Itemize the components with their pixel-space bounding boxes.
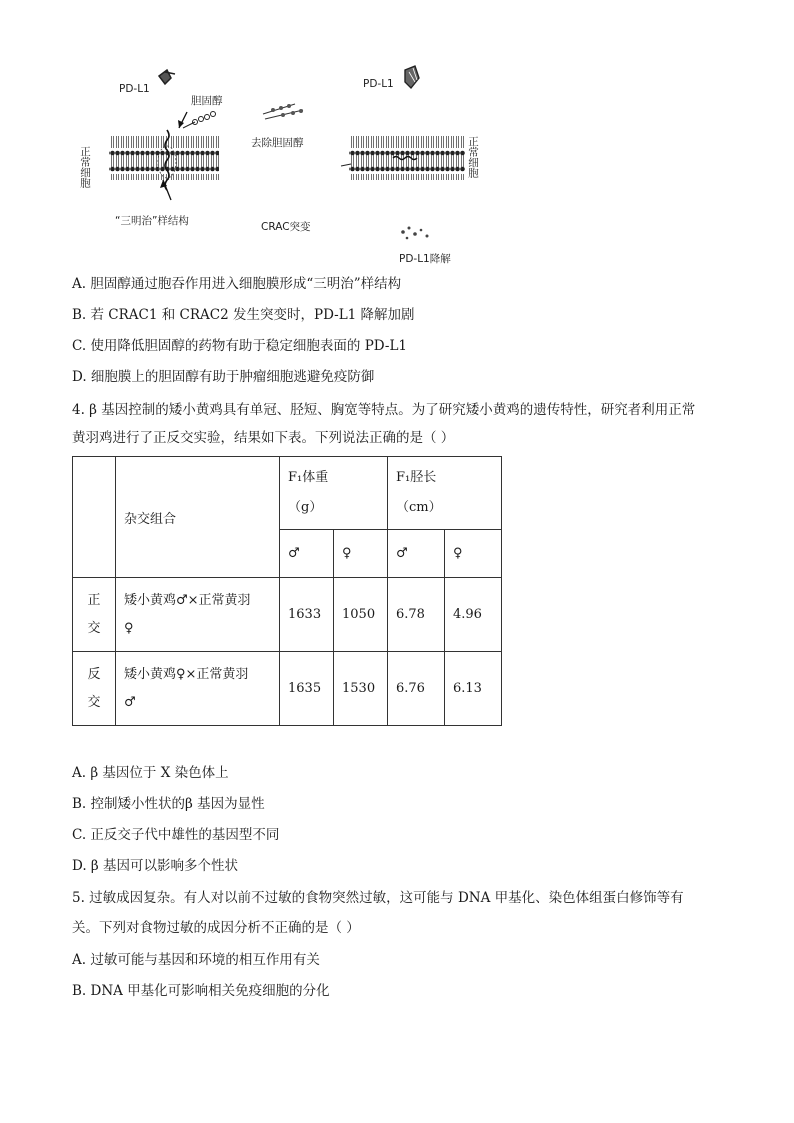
label-pdl1-left: PD-L1 [119,83,150,95]
length-male-header: ♂ [388,530,445,578]
cell-length-female: 6.13 [445,652,502,726]
q4-stem-line2: 黄羽鸡进行了正反交实验，结果如下表。下列说法正确的是（ ） [72,430,455,446]
membrane-figure [75,62,495,267]
label-cholesterol: 胆固醇 [191,95,223,107]
q3-option-d: D. 细胞膜上的胆固醇有助于肿瘤细胞逃避免疫防御 [72,369,375,385]
label-normal-cell-left: 正常细胞 [79,146,91,188]
row-combo: 矮小黄鸡♂×正常黄羽 ♀ [116,578,280,652]
length-header: F₁胫长 （cm） [388,457,502,530]
q4-option-d: D. β 基因可以影响多个性状 [72,858,239,874]
table-row [73,578,502,652]
q3-option-a: A. 胆固醇通过胞吞作用进入细胞膜形成“三明治”样结构 [72,276,402,292]
pdl1-protein-right [405,66,419,88]
q4-option-c: C. 正反交子代中雄性的基因型不同 [72,827,280,843]
membrane-diagram [75,62,495,267]
pdl1-protein-left [159,70,175,84]
weight-female-header: ♀ [334,530,388,578]
row-type: 正 交 [73,578,116,652]
q4-table [72,456,502,726]
cell-length-male: 6.78 [388,578,445,652]
length-female-header: ♀ [445,530,502,578]
weight-male-header: ♂ [280,530,334,578]
row-type: 反 交 [73,652,116,726]
degraded-pdl1-icon [401,227,428,240]
cell-weight-female: 1530 [334,652,388,726]
cell-weight-male: 1633 [280,578,334,652]
label-pdl1-right: PD-L1 [363,78,394,90]
left-membrane-bottom [109,158,219,180]
cell-length-male: 6.76 [388,652,445,726]
cell-weight-female: 1050 [334,578,388,652]
label-crac-mutation: CRAC突变 [261,221,311,233]
cholesterol-molecule [183,112,216,129]
cell-length-female: 4.96 [445,578,502,652]
label-normal-cell-right: 正常细胞 [467,136,479,178]
q5-option-a: A. 过敏可能与基因和环境的相互作用有关 [72,952,320,968]
removed-cholesterol-icon [263,104,303,119]
right-membrane-bottom [349,158,465,180]
table-corner [73,457,116,578]
label-pdl1-degrade: PD-L1降解 [399,253,451,265]
q3-option-c: C. 使用降低胆固醇的药物有助于稳定细胞表面的 PD-L1 [72,338,407,354]
label-remove-cholesterol: 去除胆固醇 [251,137,304,149]
cell-weight-male: 1635 [280,652,334,726]
q3-option-b: B. 若 CRAC1 和 CRAC2 发生突变时，PD-L1 降解加剧 [72,307,415,323]
q4-option-b: B. 控制矮小性状的β 基因为显性 [72,796,265,812]
q4-stem-line1: 4. β 基因控制的矮小黄鸡具有单冠、胫短、胸宽等特点。为了研究矮小黄鸡的遗传特性，研究者利用正常 [72,402,696,418]
right-membrane-top [349,136,465,158]
row-combo: 矮小黄鸡♀×正常黄羽 ♂ [116,652,280,726]
weight-header: F₁体重 （g） [280,457,388,530]
q5-stem-line1: 5. 过敏成因复杂。有人对以前不过敏的食物突然过敏，这可能与 DNA 甲基化、染色体组蛋白修饰等有 [72,890,684,906]
q5-option-b: B. DNA 甲基化可影响相关免疫细胞的分化 [72,983,330,999]
table-row [73,652,502,726]
q5-stem-line2: 关。下列对食物过敏的成因分析不正确的是（ ） [72,920,360,936]
label-sandwich: “三明治”样结构 [115,215,189,227]
combo-header: 杂交组合 [116,457,280,578]
q4-option-a: A. β 基因位于 X 染色体上 [72,765,229,781]
